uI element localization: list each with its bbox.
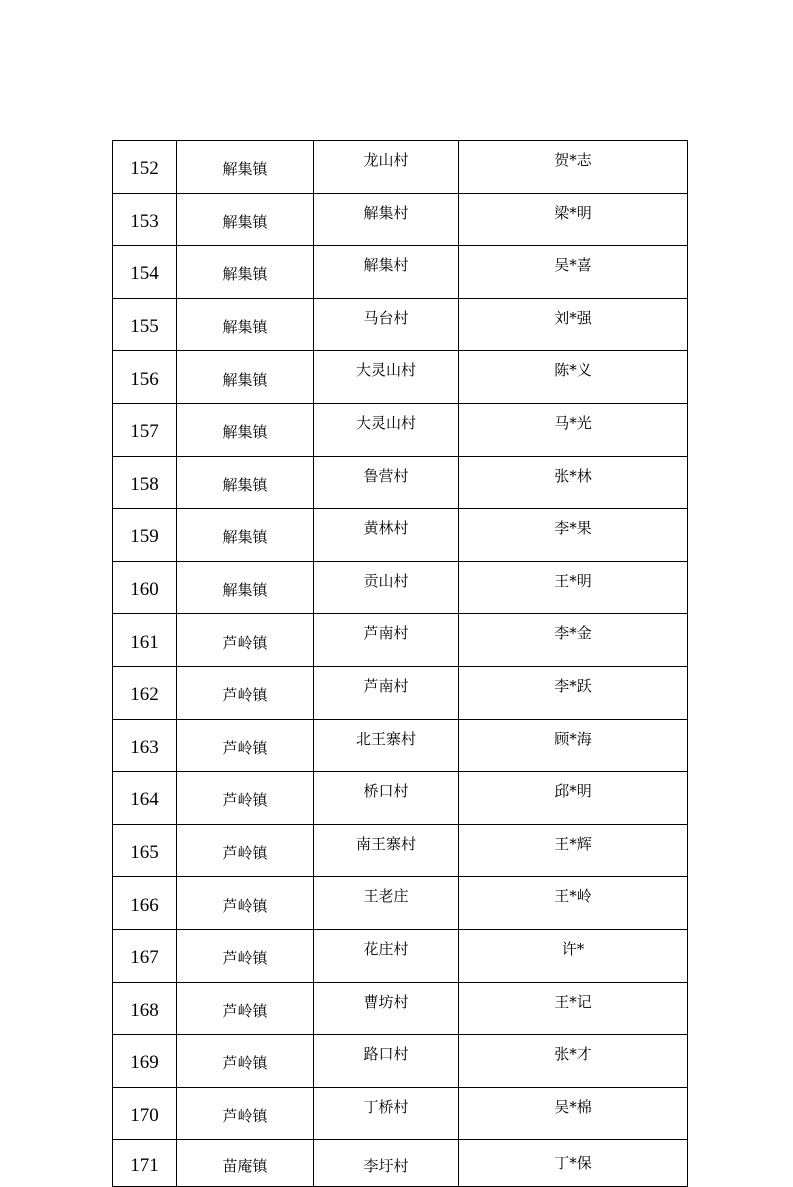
village-cell: 桥口村 [314, 772, 459, 825]
town-cell: 解集镇 [177, 509, 314, 562]
person-name-cell: 王*明 [459, 561, 688, 614]
row-number: 158 [113, 456, 177, 509]
town-cell: 解集镇 [177, 298, 314, 351]
table-row [113, 561, 688, 614]
row-number: 157 [113, 403, 177, 456]
table-row [113, 141, 688, 194]
town-cell: 芦岭镇 [177, 824, 314, 877]
person-name-cell: 李*果 [459, 509, 688, 562]
town-cell: 芦岭镇 [177, 1087, 314, 1140]
town-cell: 苗庵镇 [177, 1140, 314, 1187]
person-name-cell: 王*记 [459, 982, 688, 1035]
row-number: 170 [113, 1087, 177, 1140]
row-number: 165 [113, 824, 177, 877]
town-cell: 芦岭镇 [177, 877, 314, 930]
person-name-cell: 王*辉 [459, 824, 688, 877]
row-number: 160 [113, 561, 177, 614]
town-cell: 解集镇 [177, 193, 314, 246]
table-row [113, 403, 688, 456]
village-cell: 解集村 [314, 193, 459, 246]
table-row [113, 298, 688, 351]
row-number: 171 [113, 1140, 177, 1187]
town-cell: 解集镇 [177, 456, 314, 509]
village-cell: 芦南村 [314, 666, 459, 719]
table-row [113, 982, 688, 1035]
town-cell: 解集镇 [177, 246, 314, 299]
town-cell: 芦岭镇 [177, 772, 314, 825]
town-cell: 芦岭镇 [177, 666, 314, 719]
village-cell: 曹坊村 [314, 982, 459, 1035]
village-cell: 大灵山村 [314, 403, 459, 456]
roster-table [112, 140, 688, 1187]
village-cell: 鲁营村 [314, 456, 459, 509]
town-cell: 解集镇 [177, 141, 314, 194]
town-cell: 芦岭镇 [177, 719, 314, 772]
row-number: 161 [113, 614, 177, 667]
table-row [113, 1140, 688, 1187]
village-cell: 王老庄 [314, 877, 459, 930]
person-name-cell: 李*跃 [459, 666, 688, 719]
village-cell: 南王寨村 [314, 824, 459, 877]
person-name-cell: 马*光 [459, 403, 688, 456]
row-number: 168 [113, 982, 177, 1035]
row-number: 164 [113, 772, 177, 825]
village-cell: 黄林村 [314, 509, 459, 562]
town-cell: 芦岭镇 [177, 614, 314, 667]
table-row [113, 246, 688, 299]
table-row [113, 1087, 688, 1140]
village-cell: 丁桥村 [314, 1087, 459, 1140]
table-row [113, 456, 688, 509]
row-number: 163 [113, 719, 177, 772]
row-number: 152 [113, 141, 177, 194]
person-name-cell: 吴*棉 [459, 1087, 688, 1140]
village-cell: 马台村 [314, 298, 459, 351]
person-name-cell: 邱*明 [459, 772, 688, 825]
row-number: 169 [113, 1035, 177, 1088]
town-cell: 芦岭镇 [177, 982, 314, 1035]
village-cell: 龙山村 [314, 141, 459, 194]
village-cell: 北王寨村 [314, 719, 459, 772]
town-cell: 芦岭镇 [177, 929, 314, 982]
person-name-cell: 丁*保 [459, 1140, 688, 1187]
row-number: 162 [113, 666, 177, 719]
table-row [113, 824, 688, 877]
table-row [113, 666, 688, 719]
town-cell: 芦岭镇 [177, 1035, 314, 1088]
table-row [113, 719, 688, 772]
village-cell: 路口村 [314, 1035, 459, 1088]
village-cell: 解集村 [314, 246, 459, 299]
person-name-cell: 梁*明 [459, 193, 688, 246]
row-number: 166 [113, 877, 177, 930]
table-row [113, 1035, 688, 1088]
person-name-cell: 李*金 [459, 614, 688, 667]
village-cell: 李圩村 [314, 1140, 459, 1187]
person-name-cell: 王*岭 [459, 877, 688, 930]
table-row [113, 193, 688, 246]
row-number: 167 [113, 929, 177, 982]
town-cell: 解集镇 [177, 403, 314, 456]
table-row [113, 351, 688, 404]
row-number: 155 [113, 298, 177, 351]
row-number: 153 [113, 193, 177, 246]
row-number: 159 [113, 509, 177, 562]
village-cell: 大灵山村 [314, 351, 459, 404]
person-name-cell: 贺*志 [459, 141, 688, 194]
person-name-cell: 许* [459, 929, 688, 982]
person-name-cell: 刘*强 [459, 298, 688, 351]
table-row [113, 614, 688, 667]
person-name-cell: 张*林 [459, 456, 688, 509]
person-name-cell: 陈*义 [459, 351, 688, 404]
person-name-cell: 吴*喜 [459, 246, 688, 299]
table-row [113, 877, 688, 930]
town-cell: 解集镇 [177, 351, 314, 404]
row-number: 154 [113, 246, 177, 299]
town-cell: 解集镇 [177, 561, 314, 614]
person-name-cell: 张*才 [459, 1035, 688, 1088]
table-row [113, 929, 688, 982]
person-name-cell: 顾*海 [459, 719, 688, 772]
row-number: 156 [113, 351, 177, 404]
village-cell: 贡山村 [314, 561, 459, 614]
village-cell: 花庄村 [314, 929, 459, 982]
table-row [113, 772, 688, 825]
roster-body [113, 141, 688, 1187]
table-row [113, 509, 688, 562]
village-cell: 芦南村 [314, 614, 459, 667]
